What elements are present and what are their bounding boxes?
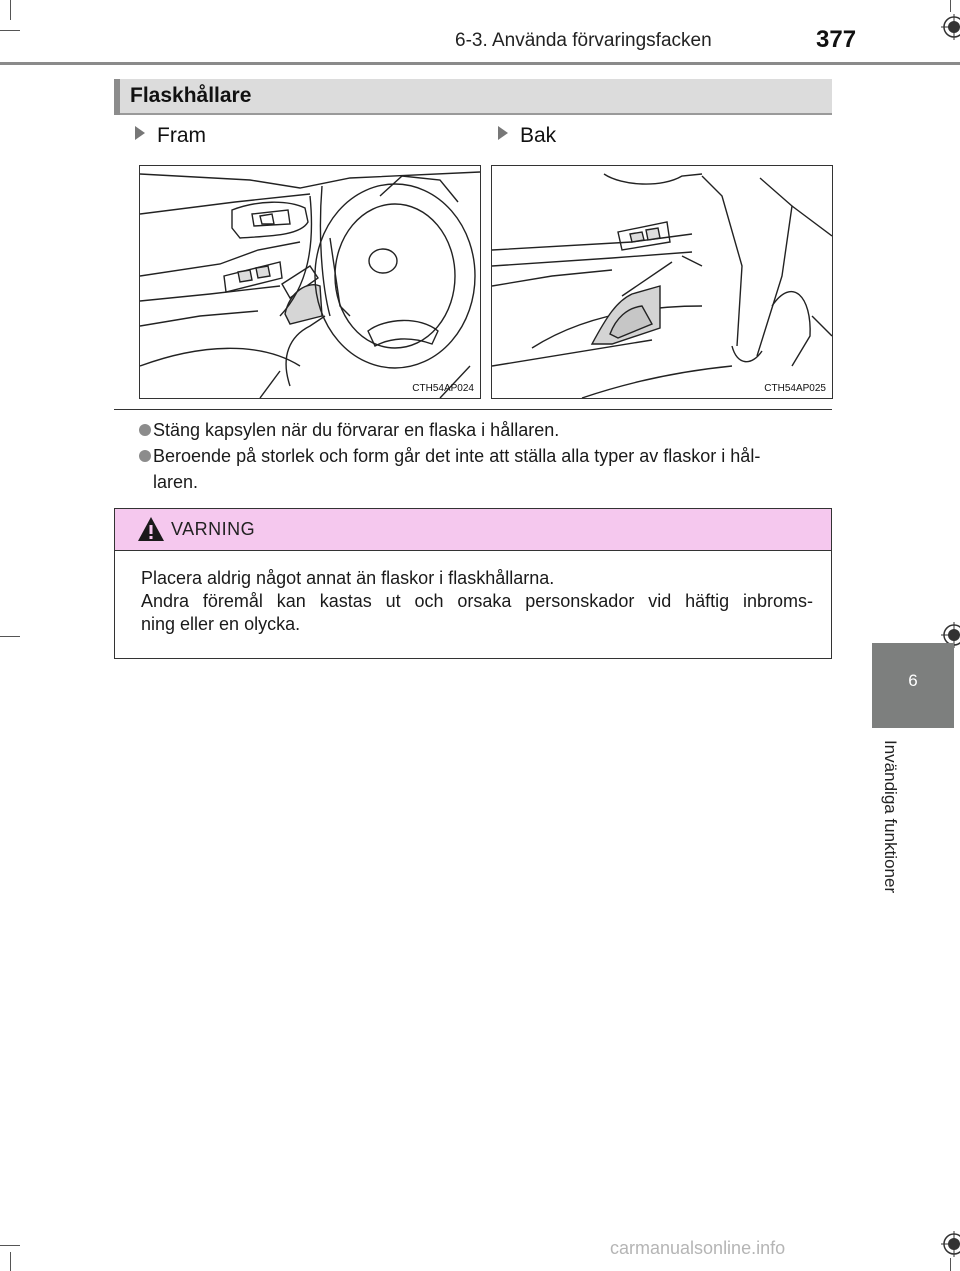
subheading-front <box>135 124 206 148</box>
warning-line: ning eller en olycka. <box>141 614 301 634</box>
figure-code: CTH54AP025 <box>764 383 826 394</box>
chapter-title: Invändiga funktioner <box>881 740 900 894</box>
warning-label: VARNING <box>171 519 256 539</box>
crop-mark <box>0 30 20 31</box>
bullet-continuation: laren. <box>153 472 199 492</box>
crop-mark <box>10 1252 11 1271</box>
warning-body <box>141 567 813 636</box>
warning-triangle-icon <box>137 515 165 543</box>
bullet-item <box>139 443 839 469</box>
figure-rear-bottle-holder <box>491 165 833 399</box>
crop-mark <box>0 1245 20 1246</box>
bullet-item <box>139 417 839 443</box>
rear-door-illustration <box>492 166 832 398</box>
warning-line: Andra föremål kan kastas ut och orsaka personskador vid häftig inbroms- <box>141 591 813 611</box>
arrow-right-icon <box>135 126 145 140</box>
page-number: 377 <box>816 26 857 53</box>
registration-mark-icon <box>941 14 960 40</box>
crop-mark <box>10 0 11 20</box>
bullet-dot <box>139 450 151 462</box>
warning-header <box>115 509 831 551</box>
chapter-tab <box>872 643 954 728</box>
bullet-text: Stäng kapsylen när du förvarar en flaska i hållaren. <box>153 420 560 440</box>
watermark: carmanualsonline.info <box>610 1238 786 1258</box>
warning-box <box>114 508 832 659</box>
section-title: Flaskhållare <box>130 84 252 107</box>
section-heading-marker <box>114 79 120 115</box>
warning-line: Placera aldrig något annat än flaskor i flaskhållarna. <box>141 568 555 588</box>
arrow-right-icon <box>498 126 508 140</box>
chapter-title-vertical <box>880 740 904 920</box>
crop-mark <box>950 1258 951 1271</box>
crop-mark <box>950 0 951 12</box>
subheading-rear <box>498 124 556 148</box>
running-header-section: 6-3. Använda förvaringsfacken <box>455 30 712 51</box>
subheading-front-label: Fram <box>157 124 206 147</box>
section-divider <box>114 409 832 410</box>
section-heading-bar <box>114 79 832 115</box>
header-rule <box>0 62 960 65</box>
figure-front-bottle-holder <box>139 165 481 399</box>
registration-mark-icon <box>941 1231 960 1257</box>
crop-mark <box>0 636 20 637</box>
chapter-number: 6 <box>908 671 918 690</box>
subheading-rear-label: Bak <box>520 124 557 147</box>
front-door-illustration <box>140 166 480 398</box>
bullet-dot <box>139 424 151 436</box>
figure-code: CTH54AP024 <box>412 383 474 394</box>
bullet-text: Beroende på storlek och form går det inte att ställa alla typer av flaskor i hål- <box>153 446 761 466</box>
